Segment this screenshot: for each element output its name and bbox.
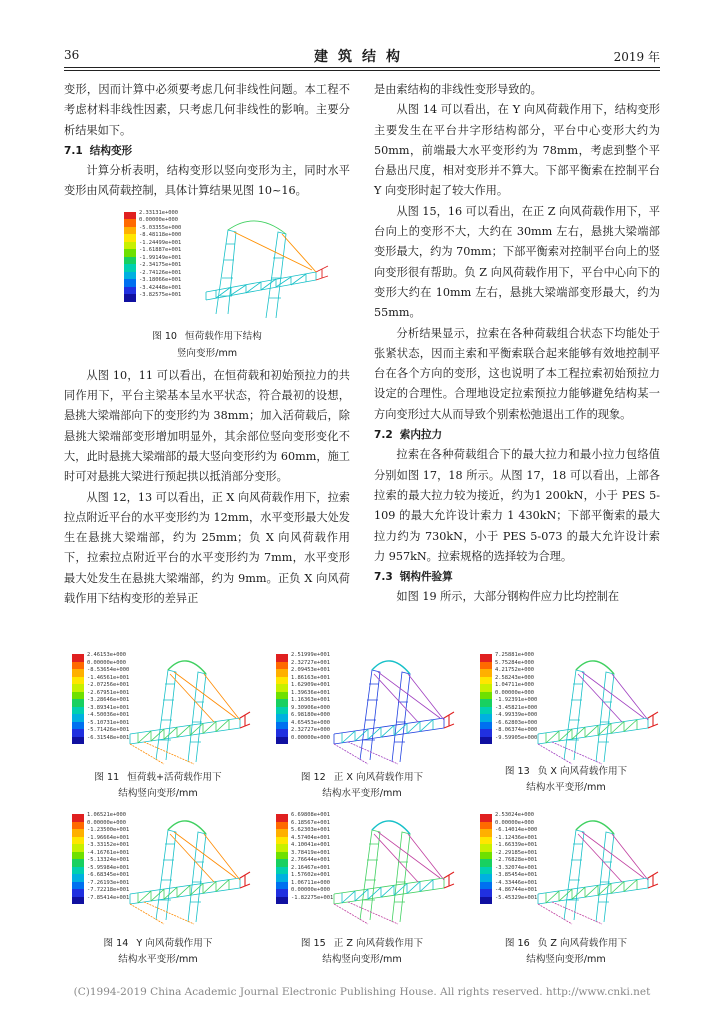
- paragraph-7-2: 拉索在各种荷载组合下的最大拉力和最小拉力包络值分别如图 17，18 所示。从图 17，18 可以看出，上部各拉索的最大拉力较为接近，约为1 200kN，小于 PES 5-109 的最大允许设计索力 1 430kN；下部平衡索的最大拉力约为 730kN，小于 PES 5-073 的最大允许设计索力 957kN。拉索规格的选择较为合理。: [374, 448, 660, 563]
- legend-value: -3.32074e+001: [495, 864, 538, 871]
- legend-value: 9.30906e+000: [291, 704, 330, 711]
- legend-value: -8.48118e+000: [139, 232, 182, 239]
- legend-value: 0.00000e+000: [139, 217, 178, 224]
- legend-value: -1.12436e+001: [495, 834, 538, 841]
- legend-value: -5.45329e+001: [495, 894, 538, 901]
- legend-value: -6.31548e+001: [87, 734, 130, 741]
- legend-value: 0.00000e+000: [495, 819, 534, 826]
- legend-value: -2.67951e+001: [87, 689, 130, 696]
- legend-value: 1.57602e+001: [291, 872, 330, 878]
- legend-value: 2.32727e+001: [291, 659, 330, 666]
- figure-14-caption: 图 14 Y 向风荷载作用下 结构水平变形/mm: [103, 938, 213, 965]
- legend-value: 6.69808e+001: [291, 812, 330, 818]
- figure-11: [64, 648, 252, 768]
- legend-value: -4.50036e+001: [87, 712, 130, 718]
- legend-value: -7.26193e+001: [87, 879, 130, 886]
- legend-value: 2.76644e+001: [291, 857, 330, 863]
- legend-value: 1.39636e+001: [291, 689, 330, 696]
- legend-value: 2.33131e+000: [139, 209, 178, 216]
- legend-value: -4.16761e+001: [87, 849, 130, 856]
- paragraph-7-3: 如图 19 所示，大部分钢构件应力比均控制在: [396, 590, 620, 604]
- legend-value: -1.23500e+001: [87, 827, 130, 833]
- legend-value: -3.82575e+001: [139, 292, 182, 299]
- figure-11-fem-model: [64, 648, 252, 768]
- journal-year: 2019 年: [613, 50, 660, 64]
- figure-15-fem-model: [268, 808, 456, 928]
- figure-10-fem-model: [116, 206, 330, 324]
- legend-value: -7.85414e+001: [87, 894, 130, 901]
- figure-row-1: [64, 648, 660, 778]
- figure-16-caption: 图 16 负 Z 向风荷载作用下 结构竖向变形/mm: [504, 938, 628, 965]
- legend-value: -1.24499e+001: [139, 239, 182, 246]
- legend-value: -3.33152e+001: [87, 842, 130, 848]
- legend-value: -3.45821e+000: [495, 704, 538, 711]
- legend-value: 1.86163e+001: [291, 674, 330, 681]
- figure-10: [64, 206, 350, 366]
- figure-13-fem-model: [472, 648, 660, 768]
- legend-value: -4.99339e+000: [495, 712, 538, 718]
- legend-value: -7.72218e+001: [87, 887, 130, 893]
- legend-value: -2.76828e+001: [495, 857, 538, 863]
- figure-15-caption: 图 15 正 Z 向风荷载作用下 结构竖向变形/mm: [300, 938, 424, 965]
- legend-value: 0.00000e+000: [87, 659, 126, 666]
- legend-value: -5.10731e+001: [87, 719, 130, 726]
- legend-value: -4.86744e+001: [495, 887, 538, 893]
- journal-title: 建筑结构: [314, 49, 410, 65]
- legend-value: -2.74126e+001: [139, 269, 182, 276]
- legend-value: 5.75284e+000: [495, 659, 534, 666]
- legend-value: -6.68345e+001: [87, 872, 130, 878]
- header-rule-bottom: [64, 70, 660, 71]
- legend-value: 2.09453e+001: [291, 667, 330, 673]
- legend-value: -1.46561e+001: [87, 674, 130, 681]
- legend-value: -3.42448e+001: [139, 284, 182, 291]
- legend-value: 4.57404e+001: [291, 834, 330, 841]
- copyright-footer: (C)1994-2019 China Academic Journal Electronic Publishing House. All rights reserved. http://www.cnki.net: [73, 986, 651, 998]
- figure-13: [472, 648, 660, 768]
- legend-value: 0.00000e+000: [291, 734, 330, 741]
- figure-row-2: [64, 808, 660, 938]
- legend-value: -2.29185e+001: [495, 849, 538, 856]
- legend-value: -1.82275e+001: [291, 894, 334, 901]
- paragraph-7-1-b: 从图 10，11 可以看出，在恒荷载和初始预拉力的共同作用下，平台主梁基本呈水平状态，符合最初的设想，悬挑大梁端部向下的变形约为 38mm；加入活荷载后，除悬挑大梁端部变形增加明显外，其余部位竖向变形变化不大，此时悬挑大梁端部的最大竖向变形约为 60mm，施工时可对悬挑大梁进行预起拱以抵消部分变形。: [64, 368, 350, 484]
- legend-value: 6.18567e+001: [291, 819, 330, 826]
- figure-12: [268, 648, 456, 768]
- page-number: 36: [64, 48, 80, 62]
- legend-value: -9.59905e+000: [495, 734, 538, 741]
- figure-16-fem-model: [472, 808, 660, 928]
- figure-13-caption: 图 13 负 X 向风荷载作用下 结构水平变形/mm: [504, 766, 628, 793]
- paragraph-7-1-c: 从图 12，13 可以看出，正 X 向风荷载作用下，拉索拉点附近平台的水平变形约为 12mm，水平变形最大处发生在悬挑大梁端部，约为 25mm；负 X 向风荷载作用下，拉索拉点附近平台的水平变形约为 7mm，水平变形最大处发生在悬挑大梁端部，约为 9mm。正负 X 向风荷载作用下结构变形的差异正: [64, 490, 350, 606]
- intro-paragraph: 变形，因而计算中必须要考虑几何非线性问题。本工程不考虑材料非线性因素，只考虑几何非线性的影响。主要分析结果如下。: [64, 83, 350, 137]
- legend-value: -6.14014e+000: [495, 827, 538, 833]
- legend-value: 2.46153e+000: [87, 652, 126, 658]
- legend-value: -4.33446e+001: [495, 879, 538, 886]
- legend-value: -5.03355e+000: [139, 224, 182, 231]
- legend-value: 7.25881e+000: [495, 652, 534, 658]
- figure-14-fem-model: [64, 808, 252, 928]
- legend-value: 1.62909e+001: [291, 682, 330, 688]
- legend-value: 2.51999e+001: [291, 652, 330, 658]
- legend-value: -5.71426e+001: [87, 727, 130, 733]
- header-rule-top: [64, 67, 660, 68]
- legend-value: -1.61887e+001: [139, 247, 182, 254]
- figure-12-caption: 图 12 正 X 向风荷载作用下 结构水平变形/mm: [300, 772, 424, 799]
- legend-value: -1.66339e+001: [495, 842, 538, 848]
- running-header: [64, 44, 660, 66]
- legend-value: 3.78419e+001: [291, 849, 330, 856]
- legend-value: 5.62303e+001: [291, 827, 330, 833]
- legend-value: 6.98180e+000: [291, 712, 330, 718]
- legend-value: -6.62803e+000: [495, 719, 538, 726]
- legend-value: 0.00000e+000: [291, 887, 330, 893]
- figure-11-caption: 图 11 恒荷载+活荷载作用下 结构竖向变形/mm: [94, 772, 222, 799]
- paragraph-analysis-result: 分析结果显示，拉索在各种荷载组合状态下均能处于张紧状态，因而主索和平衡索联合起来能够有效地控制平台在各个方向的变形，这也说明了本工程拉索初始预拉力设定的合理性。合理地设定拉索预拉力能够避免结构某一方向变形过大从而导致个别索松弛退出工作的现象。: [374, 326, 660, 421]
- legend-value: 0.00000e+000: [87, 819, 126, 826]
- section-7-3-heading: 7.3 钢构件验算: [374, 571, 453, 584]
- legend-value: 2.32727e+000: [291, 727, 330, 733]
- right-column: [374, 80, 660, 608]
- section-7-1-heading: 7.1 结构变形: [64, 144, 133, 157]
- legend-value: 2.53024e+000: [495, 812, 534, 818]
- legend-value: 0.00000e+000: [495, 689, 534, 696]
- legend-value: 1.16363e+001: [291, 697, 330, 703]
- legend-value: 1.06521e+000: [87, 812, 126, 818]
- figure-12-fem-model: [268, 648, 456, 768]
- legend-value: 4.10041e+001: [291, 842, 330, 848]
- legend-value: -8.06374e+000: [495, 727, 538, 733]
- legend-value: -3.85454e+001: [495, 872, 538, 878]
- paragraph-y-wind: 从图 14 可以看出，在 Y 向风荷载作用下，结构变形主要发生在平台井字形结构部分，平台中心变形大约为 50mm，前端最大水平变形约为 78mm，考虑到整个平台悬出尺度，相对变形并不算大。下部平衡索在控制平台 Y 向变形时起了较大作用。: [374, 103, 660, 198]
- legend-value: -3.89341e+001: [87, 704, 130, 711]
- legend-value: -3.18066e+001: [139, 277, 182, 284]
- paragraph-7-1-a: 计算分析表明，结构变形以竖向变形为主，同时水平变形由风荷载控制，具体计算结果见图 10~16。: [64, 164, 350, 198]
- paragraph-z-wind: 从图 15，16 可以看出，在正 Z 向风荷载作用下，平台向上的变形不大，大约在 30mm 左右，悬挑大梁端部变形最大，约为 70mm；下部平衡索对控制平台向上的竖向变形很有帮助。负 Z 向风荷载作用下，平台中心向下的变形大约在 10mm 左右，悬挑大梁端部变形最大，约为 55mm。: [374, 204, 660, 320]
- legend-value: -2.34175e+001: [139, 262, 182, 269]
- legend-value: -2.07256e+001: [87, 682, 130, 688]
- legend-value: -1.96664e+001: [87, 834, 130, 841]
- legend-value: -1.99149e+001: [139, 254, 182, 261]
- legend-value: 2.16467e+001: [291, 864, 330, 871]
- legend-value: -5.13324e+001: [87, 857, 130, 863]
- left-column: [64, 80, 350, 609]
- legend-value: -3.28646e+001: [87, 697, 130, 703]
- section-7-2-heading: 7.2 索内拉力: [374, 429, 443, 442]
- figure-16: [472, 808, 660, 928]
- figure-10-caption: 图 10 恒荷载作用下结构 竖向变形/mm: [152, 330, 262, 359]
- legend-value: 4.21752e+000: [495, 667, 534, 673]
- legend-value: 4.65453e+000: [291, 719, 330, 726]
- legend-value: 1.04711e+000: [495, 682, 534, 688]
- legend-value: -8.53654e+000: [87, 667, 130, 673]
- figure-15: [268, 808, 456, 928]
- continued-paragraph: 是由索结构的非线性变形导致的。: [374, 83, 542, 96]
- legend-value: 1.06711e+000: [291, 879, 330, 886]
- legend-value: -5.95984e+001: [87, 864, 130, 871]
- legend-value: 2.58243e+000: [495, 674, 534, 681]
- figure-14: [64, 808, 252, 928]
- legend-value: -1.92391e+000: [495, 697, 538, 703]
